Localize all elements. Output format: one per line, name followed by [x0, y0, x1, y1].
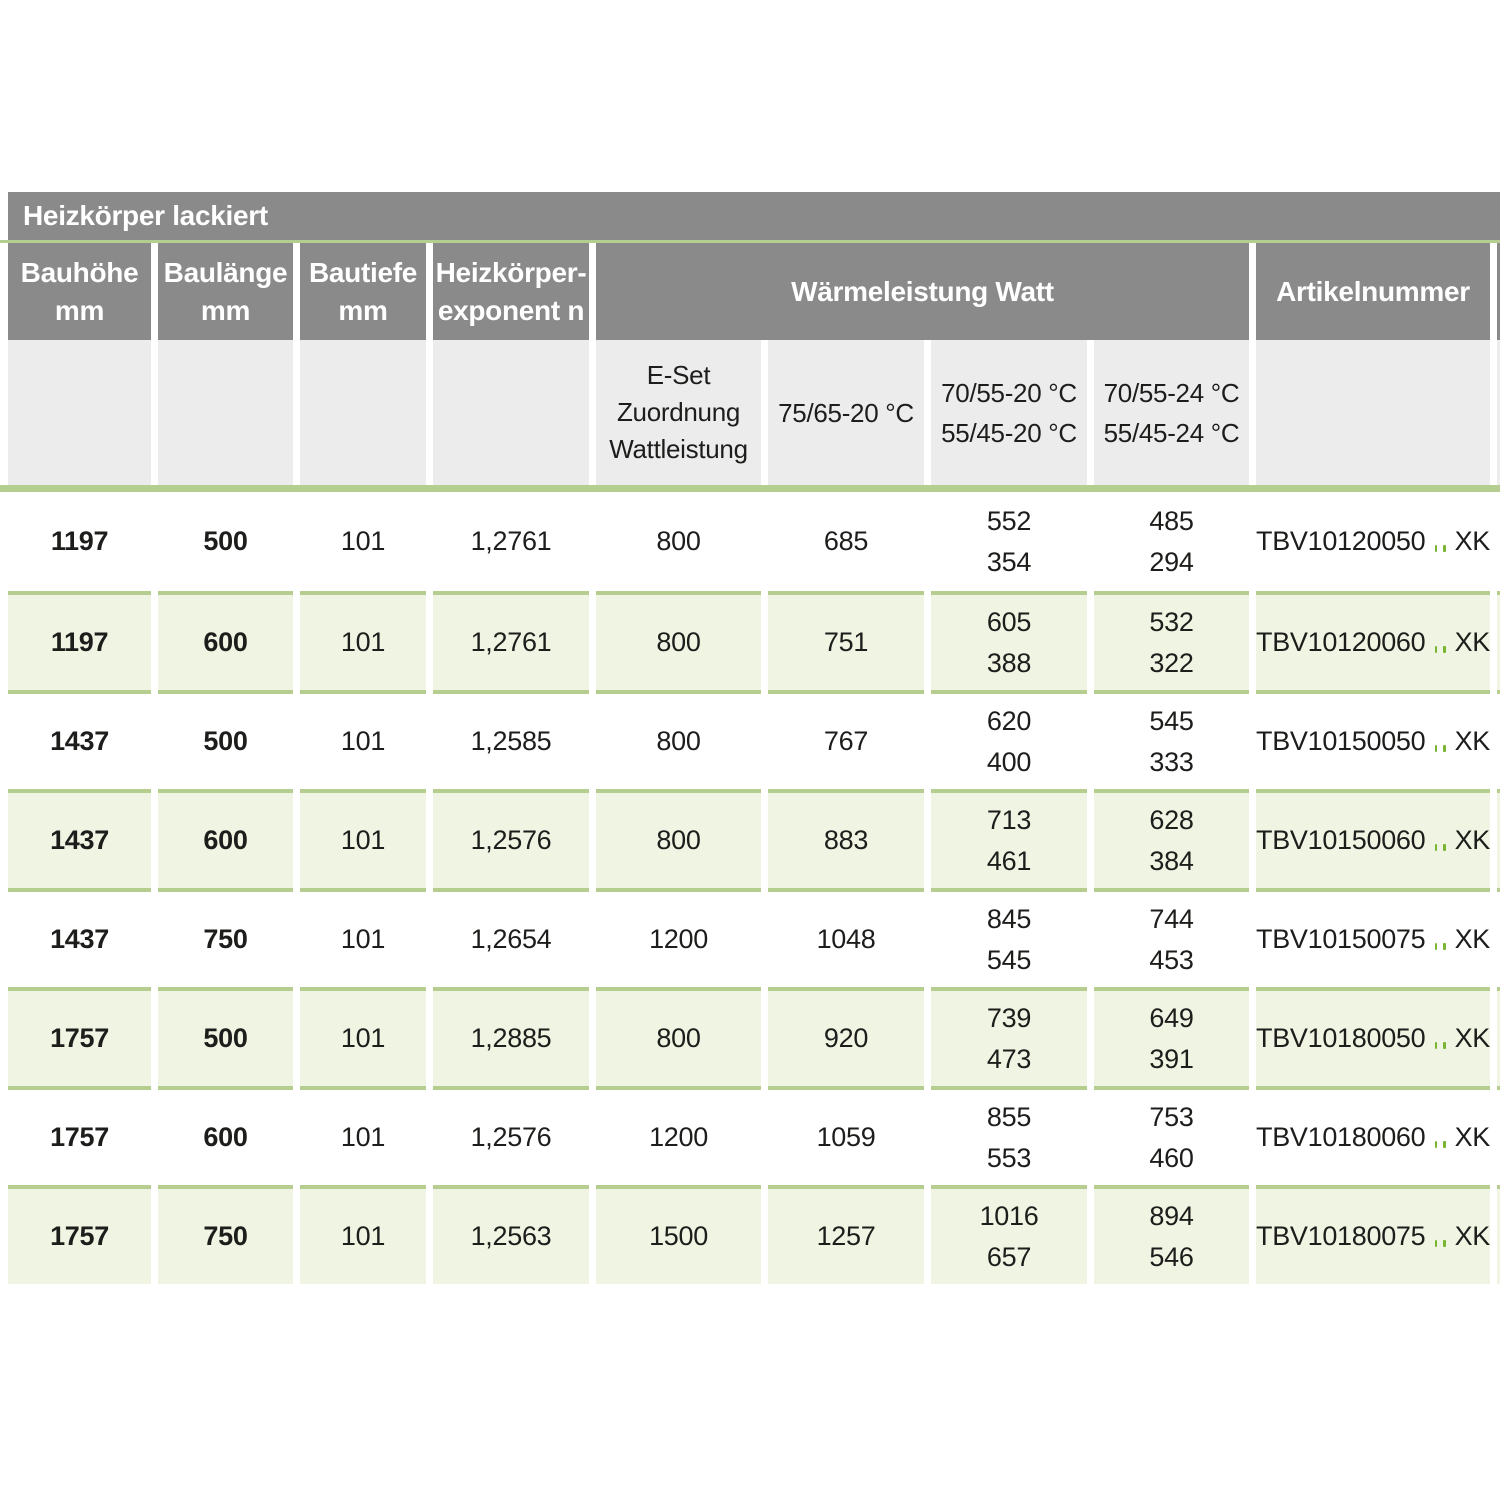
cell-watt-75-65: 1048: [768, 888, 924, 987]
cell-exponent: 1,2563: [433, 1185, 589, 1284]
placeholder-dot-icon: [1443, 1042, 1445, 1049]
divider-line-thin: [0, 240, 1500, 243]
cell-artikelnummer: [1256, 888, 1490, 987]
cell-baulaenge: 500: [158, 690, 293, 789]
cell-bauhoehe: 1437: [8, 888, 151, 987]
placeholder-dot-icon: [1443, 646, 1445, 653]
artikelnummer-code: TBV10150075: [1256, 924, 1426, 954]
header-baulaenge: Baulänge mm: [158, 243, 293, 340]
cell-bauhoehe: 1197: [8, 492, 151, 591]
cell-watt-70-55-24: 628 384: [1094, 789, 1249, 888]
placeholder-dot-icon: [1435, 1240, 1437, 1247]
placeholder-dot-icon: [1443, 844, 1445, 851]
cell-baulaenge: 500: [158, 492, 293, 591]
cell-bautiefe: 101: [300, 690, 426, 789]
placeholder-dot-icon: [1443, 545, 1445, 552]
cell-artikelnummer: [1256, 1086, 1490, 1185]
table-title: Heizkörper lackiert: [23, 200, 268, 231]
cell-watt-70-55-20: 1016 657: [931, 1185, 1087, 1284]
cell-artikelnummer: [1256, 1185, 1490, 1284]
artikelnummer-code: TBV10120050: [1256, 526, 1426, 556]
placeholder-dot-icon: [1443, 1141, 1445, 1148]
cell-watt-70-55-24: 532 322: [1094, 591, 1249, 690]
header-artikelnummer: Artikelnummer: [1256, 243, 1490, 340]
subheader-70-55-24: 70/55-24 °C 55/45-24 °C: [1094, 340, 1249, 485]
cell-watt-70-55-24: 485 294: [1094, 492, 1249, 591]
cell-baulaenge: 500: [158, 987, 293, 1086]
placeholder-dot-icon: [1435, 1141, 1437, 1148]
cell-eset-watt: 800: [596, 987, 761, 1086]
cell-exponent: 1,2761: [433, 591, 589, 690]
table-row: [8, 1185, 1500, 1284]
cell-baulaenge: 600: [158, 1086, 293, 1185]
cell-bautiefe: 101: [300, 789, 426, 888]
cell-exponent: 1,2761: [433, 492, 589, 591]
cell-watt-70-55-20: 620 400: [931, 690, 1087, 789]
cell-watt-75-65: 1257: [768, 1185, 924, 1284]
subheader-70-55-20: 70/55-20 °C 55/45-20 °C: [931, 340, 1087, 485]
cell-watt-70-55-20: 713 461: [931, 789, 1087, 888]
cell-eset-watt: 800: [596, 591, 761, 690]
cell-exponent: 1,2654: [433, 888, 589, 987]
cell-artikelnummer: [1256, 789, 1490, 888]
placeholder-dot-icon: [1435, 646, 1437, 653]
artikelnummer-code: TBV10150060: [1256, 825, 1426, 855]
cell-bauhoehe: 1757: [8, 1086, 151, 1185]
table-row: [8, 690, 1500, 789]
subheader-empty-4: [433, 340, 589, 485]
cell-exponent: 1,2885: [433, 987, 589, 1086]
column-header-row: [8, 243, 1500, 340]
artikelnummer-code: TBV10180060: [1256, 1122, 1426, 1152]
cell-eset-watt: 800: [596, 789, 761, 888]
cell-baulaenge: 750: [158, 1185, 293, 1284]
sub-header-row: [8, 340, 1500, 485]
artikelnummer-suffix: XK: [1454, 825, 1490, 855]
placeholder-dot-icon: [1435, 1042, 1437, 1049]
subheader-empty-1: [8, 340, 151, 485]
cell-bautiefe: 101: [300, 888, 426, 987]
table-row: [8, 987, 1500, 1086]
cell-eset-watt: 800: [596, 690, 761, 789]
artikelnummer-code: TBV10180050: [1256, 1023, 1426, 1053]
placeholder-dot-icon: [1443, 1240, 1445, 1247]
artikelnummer-suffix: XK: [1454, 1221, 1490, 1251]
cell-artikelnummer: [1256, 591, 1490, 690]
cell-exponent: 1,2576: [433, 789, 589, 888]
table-body: [8, 492, 1500, 1284]
cell-bauhoehe: 1437: [8, 690, 151, 789]
placeholder-dot-icon: [1435, 545, 1437, 552]
table-row: [8, 1086, 1500, 1185]
subheader-eset: E-Set Zuordnung Wattleistung: [596, 340, 761, 485]
placeholder-dot-icon: [1443, 943, 1445, 950]
cell-watt-70-55-24: 649 391: [1094, 987, 1249, 1086]
placeholder-dot-icon: [1435, 943, 1437, 950]
cell-artikelnummer: [1256, 690, 1490, 789]
subheader-empty-2: [158, 340, 293, 485]
subheader-75-65: 75/65-20 °C: [768, 340, 924, 485]
artikelnummer-suffix: XK: [1454, 924, 1490, 954]
artikelnummer-suffix: XK: [1454, 726, 1490, 756]
cell-watt-70-55-20: 845 545: [931, 888, 1087, 987]
cell-watt-70-55-20: 605 388: [931, 591, 1087, 690]
artikelnummer-code: TBV10180075: [1256, 1221, 1426, 1251]
cell-watt-75-65: 1059: [768, 1086, 924, 1185]
cell-watt-75-65: 767: [768, 690, 924, 789]
cell-bauhoehe: 1757: [8, 987, 151, 1086]
cell-watt-70-55-20: 855 553: [931, 1086, 1087, 1185]
artikelnummer-suffix: XK: [1454, 1122, 1490, 1152]
artikelnummer-code: TBV10150050: [1256, 726, 1426, 756]
cell-baulaenge: 600: [158, 789, 293, 888]
cell-watt-75-65: 751: [768, 591, 924, 690]
cell-watt-70-55-24: 744 453: [1094, 888, 1249, 987]
cell-eset-watt: 800: [596, 492, 761, 591]
cell-watt-70-55-20: 552 354: [931, 492, 1087, 591]
table-row: [8, 888, 1500, 987]
table-row: [8, 789, 1500, 888]
table-row: [8, 492, 1500, 591]
cell-bautiefe: 101: [300, 492, 426, 591]
cell-eset-watt: 1500: [596, 1185, 761, 1284]
cell-baulaenge: 600: [158, 591, 293, 690]
placeholder-dot-icon: [1435, 745, 1437, 752]
cell-watt-75-65: 685: [768, 492, 924, 591]
cell-exponent: 1,2576: [433, 1086, 589, 1185]
artikelnummer-suffix: XK: [1454, 1023, 1490, 1053]
cell-watt-70-55-24: 894 546: [1094, 1185, 1249, 1284]
placeholder-dot-icon: [1443, 745, 1445, 752]
header-exponent: Heizkörper- exponent n: [433, 243, 589, 340]
cell-watt-70-55-24: 753 460: [1094, 1086, 1249, 1185]
table-title-bar: [8, 192, 1500, 240]
header-waermeleistung: Wärmeleistung Watt: [596, 243, 1249, 340]
cell-artikelnummer: [1256, 492, 1490, 591]
cell-watt-75-65: 920: [768, 987, 924, 1086]
cell-watt-70-55-24: 545 333: [1094, 690, 1249, 789]
artikelnummer-code: TBV10120060: [1256, 627, 1426, 657]
cell-artikelnummer: [1256, 987, 1490, 1086]
radiator-spec-table: [8, 192, 1500, 1284]
cell-bauhoehe: 1437: [8, 789, 151, 888]
cell-eset-watt: 1200: [596, 1086, 761, 1185]
subheader-empty-3: [300, 340, 426, 485]
cell-bautiefe: 101: [300, 1185, 426, 1284]
cell-exponent: 1,2585: [433, 690, 589, 789]
cell-bauhoehe: 1197: [8, 591, 151, 690]
artikelnummer-suffix: XK: [1454, 627, 1490, 657]
placeholder-dot-icon: [1435, 844, 1437, 851]
cell-bautiefe: 101: [300, 1086, 426, 1185]
divider-line-thick: [0, 485, 1500, 492]
artikelnummer-suffix: XK: [1454, 526, 1490, 556]
table-row: [8, 591, 1500, 690]
subheader-empty-9: [1256, 340, 1490, 485]
cell-bautiefe: 101: [300, 987, 426, 1086]
cell-watt-75-65: 883: [768, 789, 924, 888]
header-bauhoehe: Bauhöhe mm: [8, 243, 151, 340]
cell-baulaenge: 750: [158, 888, 293, 987]
cell-bauhoehe: 1757: [8, 1185, 151, 1284]
header-bautiefe: Bautiefe mm: [300, 243, 426, 340]
cell-bautiefe: 101: [300, 591, 426, 690]
cell-watt-70-55-20: 739 473: [931, 987, 1087, 1086]
cell-eset-watt: 1200: [596, 888, 761, 987]
